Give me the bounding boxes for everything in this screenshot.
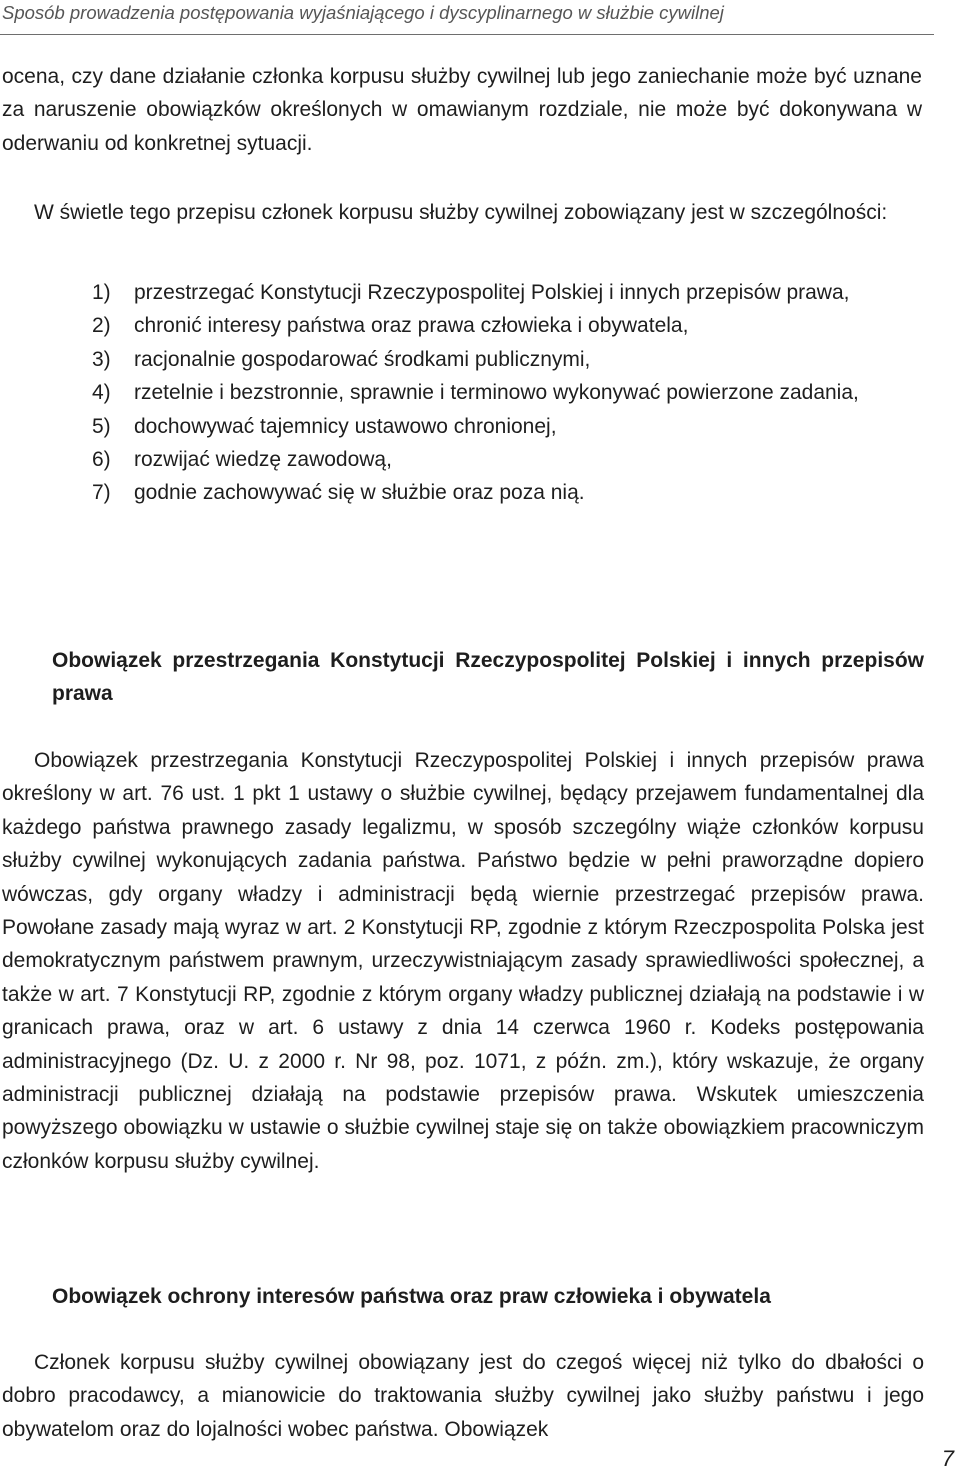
list-item-number: 6)	[92, 448, 111, 472]
running-header: Sposób prowadzenia postępowania wyjaśniającego i dyscyplinarnego w służbie cywilnej	[2, 2, 724, 23]
list-item-text: godnie zachowywać się w służbie oraz poza nią.	[134, 481, 585, 505]
list-item	[92, 376, 924, 409]
list-item-number: 5)	[92, 414, 111, 438]
section-paragraph-constitution: Obowiązek przestrzegania Konstytucji Rzeczypospolitej Polskiej i innych przepisów prawa określony w art. 76 ust. 1 pkt 1 ustawy o służbie cywilnej, będący przejawem fundamentalnej dla każdego państwa prawnego zasady legalizmu, w sposób szczególny wiąże członków korpusu służby cywilnej wykonujących zadania państwa. Państwo będzie w pełni praworządne dopiero wówczas, gdy organy władzy i administracji będą wiernie przestrzegać przepisów prawa. Powołane zasady mają wyraz w art. 2 Konstytucji RP, zgodnie z którym Rzeczpospolita Polska jest demokratycznym państwem prawnym, urzeczywistniającym zasady sprawiedliwości społecznej, a także w art. 7 Konstytucji RP, zgodnie z którym organy władzy publicznej działają na podstawie i w granicach prawa, oraz w art. 6 ustawy z dnia 14 czerwca 1960 r. Kodeks postępowania administracyjnego (Dz. U. z 2000 r. Nr 98, poz. 1071, z późn. zm.), który wskazuje, że organy administracji publicznej działają na podstawie przepisów prawa. Wskutek umieszczenia powyższego obowiązku w ustawie o służbie cywilnej staje się on także obowiązkiem pracowniczym członków korpusu służby cywilnej.	[2, 749, 924, 1173]
list-item	[92, 443, 924, 476]
header-divider	[0, 34, 934, 35]
intro-paragraph: ocena, czy dane działanie członka korpusu służby cywilnej lub jego zaniechanie może być uznane za naruszenie obowiązków określonych w omawianym rozdziale, nie może być dokonywana w oderwaniu od konkretnej sytuacji.	[2, 65, 922, 155]
list-item-number: 3)	[92, 347, 111, 371]
list-item-number: 7)	[92, 481, 111, 505]
list-item-number: 4)	[92, 381, 111, 405]
section-heading-state-interests: Obowiązek ochrony interesów państwa oraz praw człowieka i obywatela	[52, 1285, 771, 1308]
section-paragraph-state-interests: Członek korpusu służby cywilnej obowiązany jest do czegoś więcej niż tylko do dbałości o dobro pracodawcy, a mianowicie do traktowania służby cywilnej jako służby państwu i jego obywatelom oraz do lojalności wobec państwa. Obowiązek	[2, 1351, 924, 1441]
list-item	[92, 276, 924, 309]
list-item-number: 2)	[92, 314, 111, 338]
list-item-text: dochowywać tajemnicy ustawowo chronionej,	[134, 414, 557, 438]
lead-paragraph: W świetle tego przepisu członek korpusu służby cywilnej zobowiązany jest w szczególności:	[34, 201, 888, 224]
list-item-text: racjonalnie gospodarować środkami publicznymi,	[134, 347, 591, 371]
list-item	[92, 410, 924, 443]
page-number: 7	[941, 1446, 954, 1471]
list-item-text: rozwijać wiedzę zawodową,	[134, 448, 392, 472]
list-item-text: przestrzegać Konstytucji Rzeczypospolitej Polskiej i innych przepisów prawa,	[134, 281, 850, 304]
duties-list	[92, 276, 924, 510]
list-item-text: rzetelnie i bezstronnie, sprawnie i terminowo wykonywać powierzone zadania,	[134, 381, 859, 405]
list-item	[92, 309, 924, 342]
section-heading-constitution: Obowiązek przestrzegania Konstytucji Rzeczypospolitej Polskiej i innych przepisów prawa	[52, 649, 924, 706]
list-item	[92, 343, 924, 376]
list-item-text: chronić interesy państwa oraz prawa człowieka i obywatela,	[134, 314, 689, 338]
list-item	[92, 476, 924, 509]
list-item-number: 1)	[92, 281, 111, 304]
